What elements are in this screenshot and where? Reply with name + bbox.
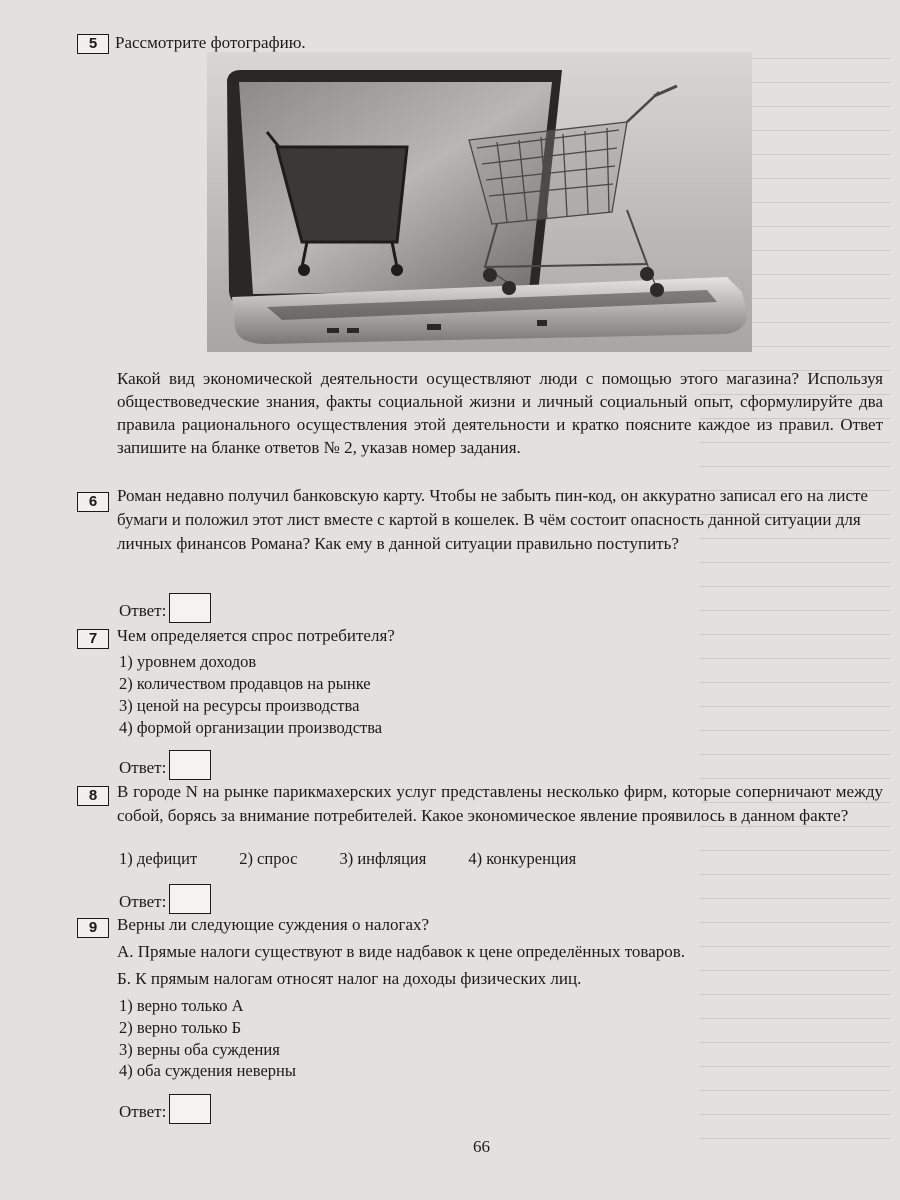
question-7-option-4[interactable]: 4) формой организации производства <box>119 718 383 737</box>
answer-label: Ответ: <box>119 758 167 777</box>
question-8-answer-box[interactable] <box>169 884 211 914</box>
question-8-option-2[interactable]: 2) спрос <box>239 849 298 868</box>
question-7-answer-box[interactable] <box>169 750 211 780</box>
question-9-option-2[interactable]: 2) верно только Б <box>119 1018 242 1037</box>
question-8-option-3[interactable]: 3) инфляция <box>339 849 427 868</box>
question-6-answer <box>119 593 211 623</box>
question-9-text: Верны ли следующие суждения о налогах? <box>117 915 430 934</box>
answer-label: Ответ: <box>119 601 167 620</box>
question-8-text: В городе N на рынке парикмахерских услуг представлены несколько фирм, которые соперничают между собой, борясь за внимание потребителей. Какое экономическое явление проявилось в данном факте? <box>117 782 883 825</box>
question-9-number: 9 <box>77 918 109 938</box>
question-8-number: 8 <box>77 786 109 806</box>
question-9-statement-b: Б. К прямым налогам относят налог на доходы физических лиц. <box>117 969 582 988</box>
question-8-option-4[interactable]: 4) конкуренция <box>468 849 577 868</box>
question-7-option-3[interactable]: 3) ценой на ресурсы производства <box>119 696 360 715</box>
question-5-title: Рассмотрите фотографию. <box>115 33 306 52</box>
question-9-option-3[interactable]: 3) верны оба суждения <box>119 1040 280 1059</box>
answer-label: Ответ: <box>119 892 167 911</box>
question-9-option-1[interactable]: 1) верно только А <box>119 996 244 1015</box>
question-5-number: 5 <box>77 34 109 54</box>
question-6-answer-box[interactable] <box>169 593 211 623</box>
question-5-paragraph: Какой вид экономической деятельности осуществляют люди с помощью этого магазина? Используя обществоведческие знания, факты социальной жизни и личный социальный опыт, сформулируйте два правила рационального осуществления этой деятельности и кратко поясните каждое из правил. Ответ запишите на бланке ответов № 2, указав номер задания. <box>117 369 883 457</box>
question-9-statement-a: А. Прямые налоги существуют в виде надбавок к цене определённых товаров. <box>117 942 686 961</box>
question-6-number: 6 <box>77 492 109 512</box>
question-8-options <box>119 848 618 869</box>
question-9-answer <box>119 1094 211 1124</box>
question-7-option-1[interactable]: 1) уровнем доходов <box>119 652 257 671</box>
question-7-answer <box>119 750 211 780</box>
question-8-option-1[interactable]: 1) дефицит <box>119 849 198 868</box>
question-6-text: Роман недавно получил банковскую карту. Чтобы не забыть пин-код, он аккуратно записал его на листе бумаги и положил этот лист вместе с картой в кошелек. В чём состоит опасность данной ситуации для личных финансов Романа? Как ему в данной ситуации правильно поступить? <box>117 486 868 553</box>
answer-label: Ответ: <box>119 1102 167 1121</box>
question-8-answer <box>119 884 211 914</box>
question-7-option-2[interactable]: 2) количеством продавцов на рынке <box>119 674 371 693</box>
page-number: 66 <box>473 1137 490 1156</box>
question-9-answer-box[interactable] <box>169 1094 211 1124</box>
question-7-text: Чем определяется спрос потребителя? <box>117 626 395 645</box>
photo-laptop-shopping-cart <box>207 52 752 352</box>
question-9-option-4[interactable]: 4) оба суждения неверны <box>119 1061 296 1080</box>
question-7-number: 7 <box>77 629 109 649</box>
